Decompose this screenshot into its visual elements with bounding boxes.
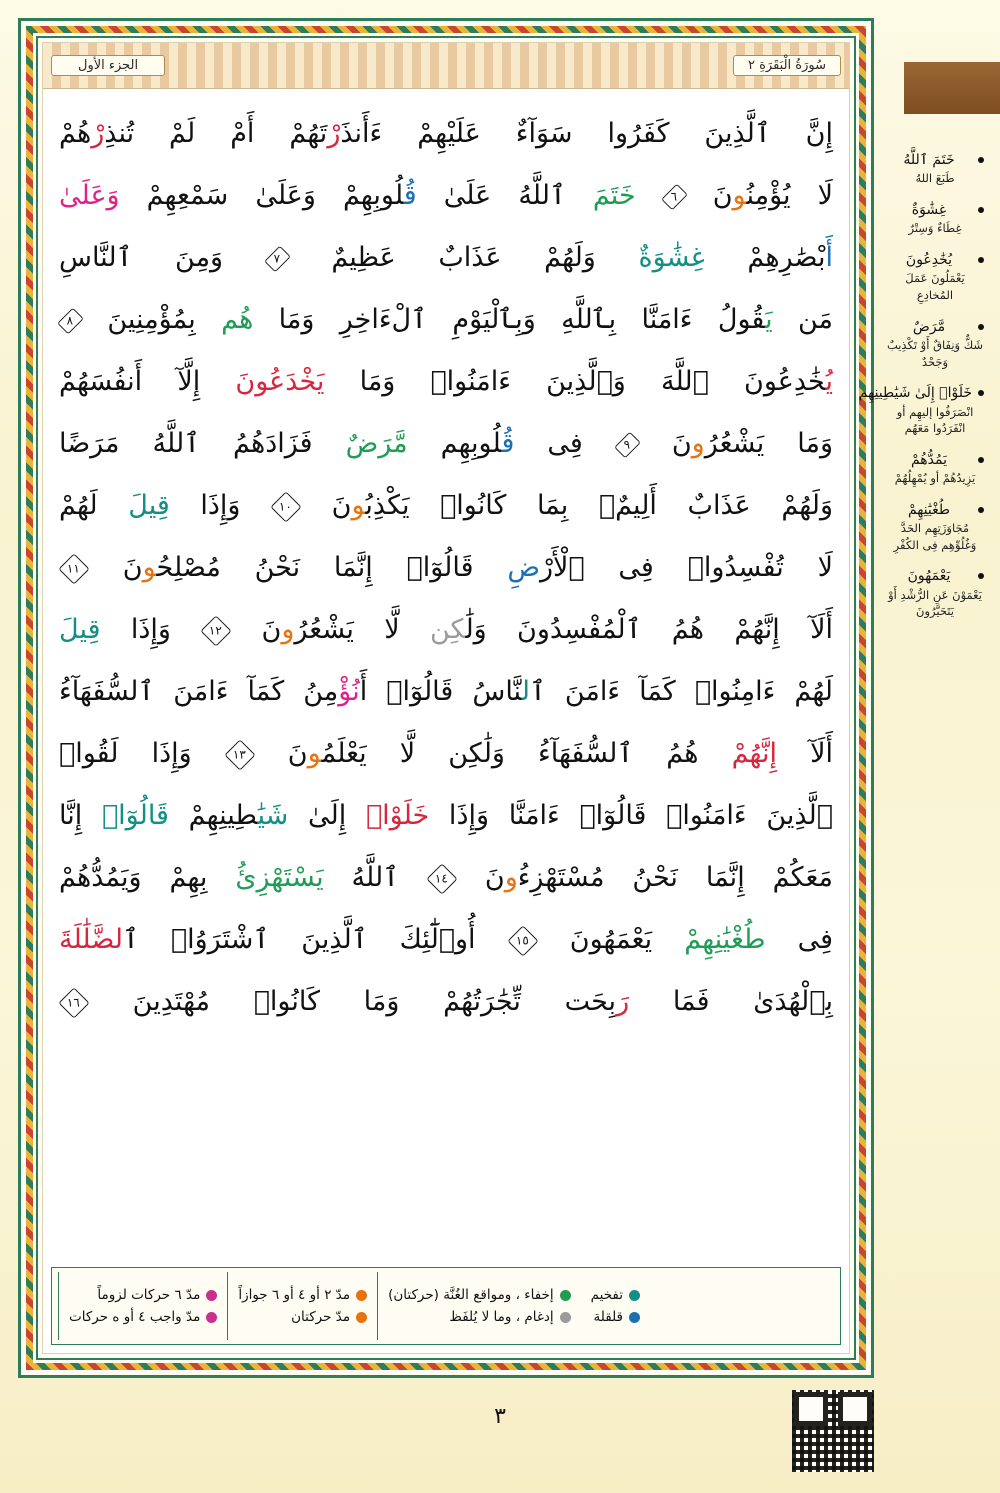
legend-item: [69, 1309, 217, 1325]
quran-text-segment: أَلَآ إِنَّهُمْ هُمُ ٱلْمُفْسِدُونَ وَلَٰ: [465, 614, 833, 645]
ayah-number-marker: ١٥: [507, 925, 538, 956]
quran-text-block: [43, 89, 849, 1257]
quran-text-segment: وَإِذَا لَقُوا۟: [59, 738, 225, 769]
quran-text-segment: مَعَكُمْ إِنَّمَا نَحْنُ مُسْتَهْزِءُ: [517, 862, 833, 893]
quran-text-segment: و: [307, 738, 322, 769]
quran-text-segment: نَ: [638, 428, 692, 459]
ayah-number-marker: ٧: [264, 246, 291, 273]
quran-text-segment: و: [142, 552, 157, 583]
glossary-entry: [858, 383, 984, 437]
quran-text-segment: مِنُ كَمَآ ءَامَنَ ٱلسُّفَهَآءُ: [59, 676, 339, 707]
quran-text-segment: رْ: [327, 118, 341, 149]
quran-text-segment: فَزَادَهُمُ ٱللَّهُ مَرَضًا: [59, 428, 346, 459]
legend-label: مدّ ٦ حركات لزوماً: [97, 1287, 201, 1303]
qr-code-icon[interactable]: [792, 1390, 874, 1472]
quran-text-segment: قُ: [501, 428, 515, 459]
ayah-line: [59, 847, 833, 909]
page-footer: [18, 1386, 982, 1476]
quran-text-segment: يَعْمَهُونَ: [537, 924, 685, 955]
legend-color-dot-icon: [560, 1290, 571, 1301]
quran-text-segment: رَ: [616, 986, 630, 1017]
ayah-line: [59, 785, 833, 847]
quran-text-segment: إِلَّآ أَنفُسَهُمْ: [59, 366, 236, 397]
quran-text-segment: يَ: [765, 304, 773, 335]
glossary-definition: انْصَرَفُوا إليهِم أو انْفَرَدُوا مَعَهُم: [896, 404, 974, 436]
ayah-line: [59, 413, 833, 475]
legend-label: إدغام ، وما لا يُلفَظ: [449, 1309, 554, 1325]
page-number: ٣: [494, 1404, 506, 1429]
quran-text-segment: هُمُ ٱلسُّفَهَآءُ وَلَٰكِن لَّا يَعْلَمُ: [321, 738, 732, 769]
ayah-line: [59, 537, 833, 599]
quran-text-segment: قَالُوٓا۟ إِنَّمَا نَحْنُ مُصْلِحُ: [156, 552, 508, 583]
quran-text-segment: طِينِهِمْ: [168, 800, 258, 831]
quran-text-segment: لُوبِهِمْ وَعَلَىٰ سَمْعِهِمْ: [146, 180, 404, 211]
ayah-line: [59, 661, 833, 723]
legend-label: مدّ واجب ٤ أو ه حركات: [69, 1309, 201, 1325]
quran-text-segment: و: [691, 428, 705, 459]
glossary-term: خَتَمَ ٱللَّهُ: [886, 150, 984, 170]
ayah-number-marker: ١٤: [426, 863, 457, 894]
quran-text-segment: لَا يُؤْمِنُ: [746, 180, 834, 211]
glossary-entry: [886, 450, 984, 487]
quran-text-segment: يَسْتَهْزِئُ: [235, 862, 324, 893]
quran-text-segment: نَ: [685, 180, 733, 211]
quran-text-segment: طُغْيَٰنِهِمْ: [684, 924, 766, 955]
quran-text-segment: يُ: [825, 366, 833, 397]
quran-text-segment: وَمِنَ ٱلنَّاسِ: [59, 242, 266, 273]
quran-text-segment: لَا تُفْسِدُوا۟ فِى ٱلْأَرْ: [539, 552, 833, 583]
quran-text-segment: مَن: [772, 304, 833, 335]
text-area: [42, 42, 850, 1354]
quran-text-segment: أَلَآ: [777, 738, 833, 769]
legend-item: [69, 1287, 217, 1303]
quran-text-segment: لَهُمْ: [59, 490, 129, 521]
ayah-line: [59, 599, 833, 661]
quran-text-segment: نَ: [301, 490, 352, 521]
page-header-band: [43, 43, 849, 89]
glossary-term: يُخَٰدِعُونَ: [886, 250, 984, 270]
quran-text-segment: و: [281, 614, 295, 645]
glossary-term: طُغْيَٰنِهِمْ: [886, 500, 984, 520]
quran-text-segment: وَلَهُمْ عَذَابٌ عَظِيمٌ: [288, 242, 639, 273]
glossary-definition: مُجَاوَزَتِهِم الحَدَّ وَغُلُوِّهِم فِى الكُفْرِ: [893, 521, 977, 552]
ayah-line: [59, 165, 833, 227]
quran-text-segment: وَلَهُمْ عَذَابٌ أَلِيمٌۢ بِمَا كَانُوا۟ يَكْذِبُ: [365, 490, 834, 521]
glossary-definition: غِطَاءٌ وَسِتْرٌ: [908, 221, 962, 236]
quran-text-segment: هُمْ: [59, 118, 92, 149]
quran-text-segment: و: [351, 490, 366, 521]
quran-text-segment: ضِ: [507, 552, 540, 583]
quran-text-segment: شَيَٰ: [257, 800, 289, 831]
ayah-number-marker: ١٠: [270, 491, 301, 522]
legend-color-dot-icon: [629, 1312, 640, 1323]
ayah-line: [59, 289, 833, 351]
legend-label: تفخيم: [590, 1287, 624, 1303]
margin-glossary: [858, 150, 984, 1343]
quran-text-segment: إِنَّهُمْ: [731, 738, 777, 769]
legend-color-dot-icon: [629, 1290, 640, 1301]
legend-color-dot-icon: [356, 1312, 367, 1323]
quran-text-segment: بِحَت تِّجَٰرَتُهُمْ وَمَا كَانُوا۟ مُهْتَدِينَ: [88, 986, 617, 1017]
bookmark-tab[interactable]: [904, 62, 1000, 114]
quran-text-segment: وَإِذَا: [100, 614, 202, 645]
quran-text-segment: فِى: [514, 428, 616, 459]
surah-label: سُورَةُ الْبَقَرَةِ ٢: [733, 55, 841, 76]
ayah-number-marker: ٨: [57, 308, 84, 335]
quran-text-segment: ٱللَّهُ: [323, 862, 427, 893]
quran-text-segment: قِيلَ: [128, 490, 170, 521]
legend-item: [591, 1309, 640, 1325]
legend-label: مدّ حركتان: [291, 1309, 351, 1325]
quran-text-segment: لَّا يَشْعُرُ: [294, 614, 430, 645]
ayah-line: [59, 227, 833, 289]
legend-color-dot-icon: [206, 1290, 217, 1301]
glossary-entry: [886, 150, 984, 187]
legend-label: مدّ ٢ أو ٤ أو ٦ جوازاً: [238, 1287, 351, 1303]
tajweed-legend: [51, 1267, 841, 1345]
quran-text-segment: ٱللَّهُ عَلَىٰ: [416, 180, 593, 211]
legend-column: [227, 1272, 377, 1340]
ayah-line: [59, 909, 833, 971]
legend-column: [58, 1272, 227, 1340]
legend-label: قلقلة: [593, 1309, 624, 1325]
legend-item: [238, 1309, 367, 1325]
glossary-definition: يَعْمَوْنَ عَنِ الرُّشْدِ أَوْ يَتَحَيَّرُونَ: [888, 587, 982, 619]
quran-text-segment: رْ: [91, 118, 105, 149]
quran-text-segment: كِن: [429, 614, 466, 645]
quran-text-segment: وَإِذَا: [169, 490, 272, 521]
legend-column: [377, 1272, 581, 1340]
legend-color-dot-icon: [356, 1290, 367, 1301]
ayah-number-marker: ١١: [58, 553, 89, 584]
glossary-term: مَّرَضٌ: [886, 317, 984, 337]
glossary-term: يَمُدُّهُمْ: [886, 450, 984, 470]
decorative-border-frame: [18, 18, 874, 1378]
glossary-term: خَلَوْا۟ إِلَىٰ شَيَٰطِينِهِم: [886, 383, 984, 403]
quran-text-segment: قَالُوٓا۟: [101, 800, 169, 831]
quran-text-segment: وَمَا يَشْعُرُ: [704, 428, 833, 459]
legend-item: [591, 1287, 640, 1303]
ayah-line: [59, 475, 833, 537]
quran-text-segment: قُ: [403, 180, 417, 211]
quran-text-segment: تَهُمْ أَمْ لَمْ تُنذِ: [104, 118, 328, 149]
quran-text-segment: [636, 180, 663, 211]
legend-label: إخفاء ، ومواقع الغُنَّة (حركتان): [388, 1287, 554, 1303]
ayah-number-marker: ٩: [614, 432, 641, 459]
quran-text-segment: نَّاسُ قَالُوٓا۟ أَ: [359, 676, 522, 707]
glossary-entry: [886, 250, 984, 304]
quran-text-segment: لَهُمْ ءَامِنُوا۟ كَمَآ ءَامَنَ ٱ: [529, 676, 834, 707]
quran-text-segment: إِنَّ ٱلَّذِينَ: [669, 118, 833, 149]
glossary-entry: [886, 500, 984, 554]
quran-text-segment: بِهِمْ وَيَمُدُّهُمْ: [59, 862, 236, 893]
quran-text-segment: غِشَٰوَةٌ: [638, 242, 705, 273]
quran-text-segment: ٱلَّذِينَ ءَامَنُوا۟ قَالُوٓا۟ ءَامَنَّا وَإِذَا: [429, 800, 833, 831]
glossary-term: يَعْمَهُونَ: [886, 566, 984, 586]
quran-text-segment: إِنَّا: [59, 800, 102, 831]
quran-text-segment: خَتَمَ: [592, 180, 636, 211]
glossary-entry: [886, 317, 984, 371]
quran-text-segment: ل: [521, 676, 530, 707]
quran-text-segment: بْصَٰرِهِمْ: [704, 242, 826, 273]
quran-text-segment: يَخْدَعُونَ: [235, 366, 325, 397]
quran-text-segment: قُولُ ءَامَنَّا بِٱللَّهِ وَبِٱلْيَوْمِ ٱلْءَاخِرِ وَمَا: [253, 304, 766, 335]
quran-text-segment: نُؤْ: [338, 676, 360, 707]
legend-color-dot-icon: [206, 1312, 217, 1323]
glossary-term: غِشَٰوَةٌ: [886, 200, 984, 220]
ayah-line: [59, 971, 833, 1033]
quran-text-segment: لُوبِهِم: [407, 428, 502, 459]
quran-text-segment: إِلَىٰ: [288, 800, 366, 831]
quran-text-segment: فِى: [765, 924, 833, 955]
glossary-definition: يَعْمَلُونَ عَمَلَ المُخادِعِ: [905, 271, 965, 302]
legend-item: [238, 1287, 367, 1303]
quran-text-segment: بِٱلْهُدَىٰ فَمَا: [629, 986, 833, 1017]
quran-text-segment: بِمُؤْمِنِينَ: [81, 304, 222, 335]
ayah-line: [59, 723, 833, 785]
ayah-line: [59, 103, 833, 165]
quran-text-segment: خَٰدِعُونَ ٱللَّهَ وَٱلَّذِينَ ءَامَنُوا۟ وَمَا: [324, 366, 826, 397]
glossary-entry: [886, 200, 984, 237]
quran-text-segment: وَعَلَىٰ: [59, 180, 147, 211]
legend-item: [388, 1309, 571, 1325]
legend-item: [388, 1287, 571, 1303]
glossary-definition: طَبَعَ اللهُ: [915, 171, 955, 186]
quran-text-segment: أَ: [825, 242, 833, 273]
quran-text-segment: نَ: [231, 614, 282, 645]
ayah-line: [59, 351, 833, 413]
quran-text-segment: نَ: [88, 552, 143, 583]
ayah-number-marker: ٦: [661, 184, 688, 211]
quran-text-segment: نَ: [456, 862, 505, 893]
glossary-definition: يَزِيدُهُمْ أو يُمْهِلُهُمْ: [894, 471, 976, 486]
quran-text-segment: و: [504, 862, 518, 893]
quran-text-segment: سَوَآءٌ عَلَيْهِمْ ءَأَنذَ: [340, 118, 608, 149]
glossary-entry: [886, 566, 984, 620]
quran-text-segment: كَفَرُوا: [607, 118, 670, 149]
ayah-number-marker: ١٣: [224, 739, 255, 770]
quran-text-segment: لضَّلَٰلَةَ: [59, 924, 123, 955]
quran-text-segment: و: [732, 180, 747, 211]
legend-column: [581, 1272, 650, 1340]
quran-text-segment: قِيلَ: [59, 614, 101, 645]
ayah-number-marker: ١٦: [58, 987, 89, 1018]
legend-color-dot-icon: [560, 1312, 571, 1323]
quran-text-segment: هُم: [221, 304, 254, 335]
glossary-definition: شَكٌّ وَنِفَاقٌ أَوْ تَكْذِيبٌ وَجَحْدٌ: [886, 337, 984, 369]
quran-text-segment: أُو۟لَٰٓئِكَ ٱلَّذِينَ ٱشْتَرَوُا۟ ٱ: [123, 924, 508, 955]
ayah-number-marker: ١٢: [201, 615, 232, 646]
quran-text-segment: خَلَوْا۟: [365, 800, 430, 831]
juz-label: الجزء الأول: [51, 55, 165, 76]
quran-text-segment: نَ: [254, 738, 308, 769]
quran-text-segment: مَّرَضٌ: [345, 428, 408, 459]
